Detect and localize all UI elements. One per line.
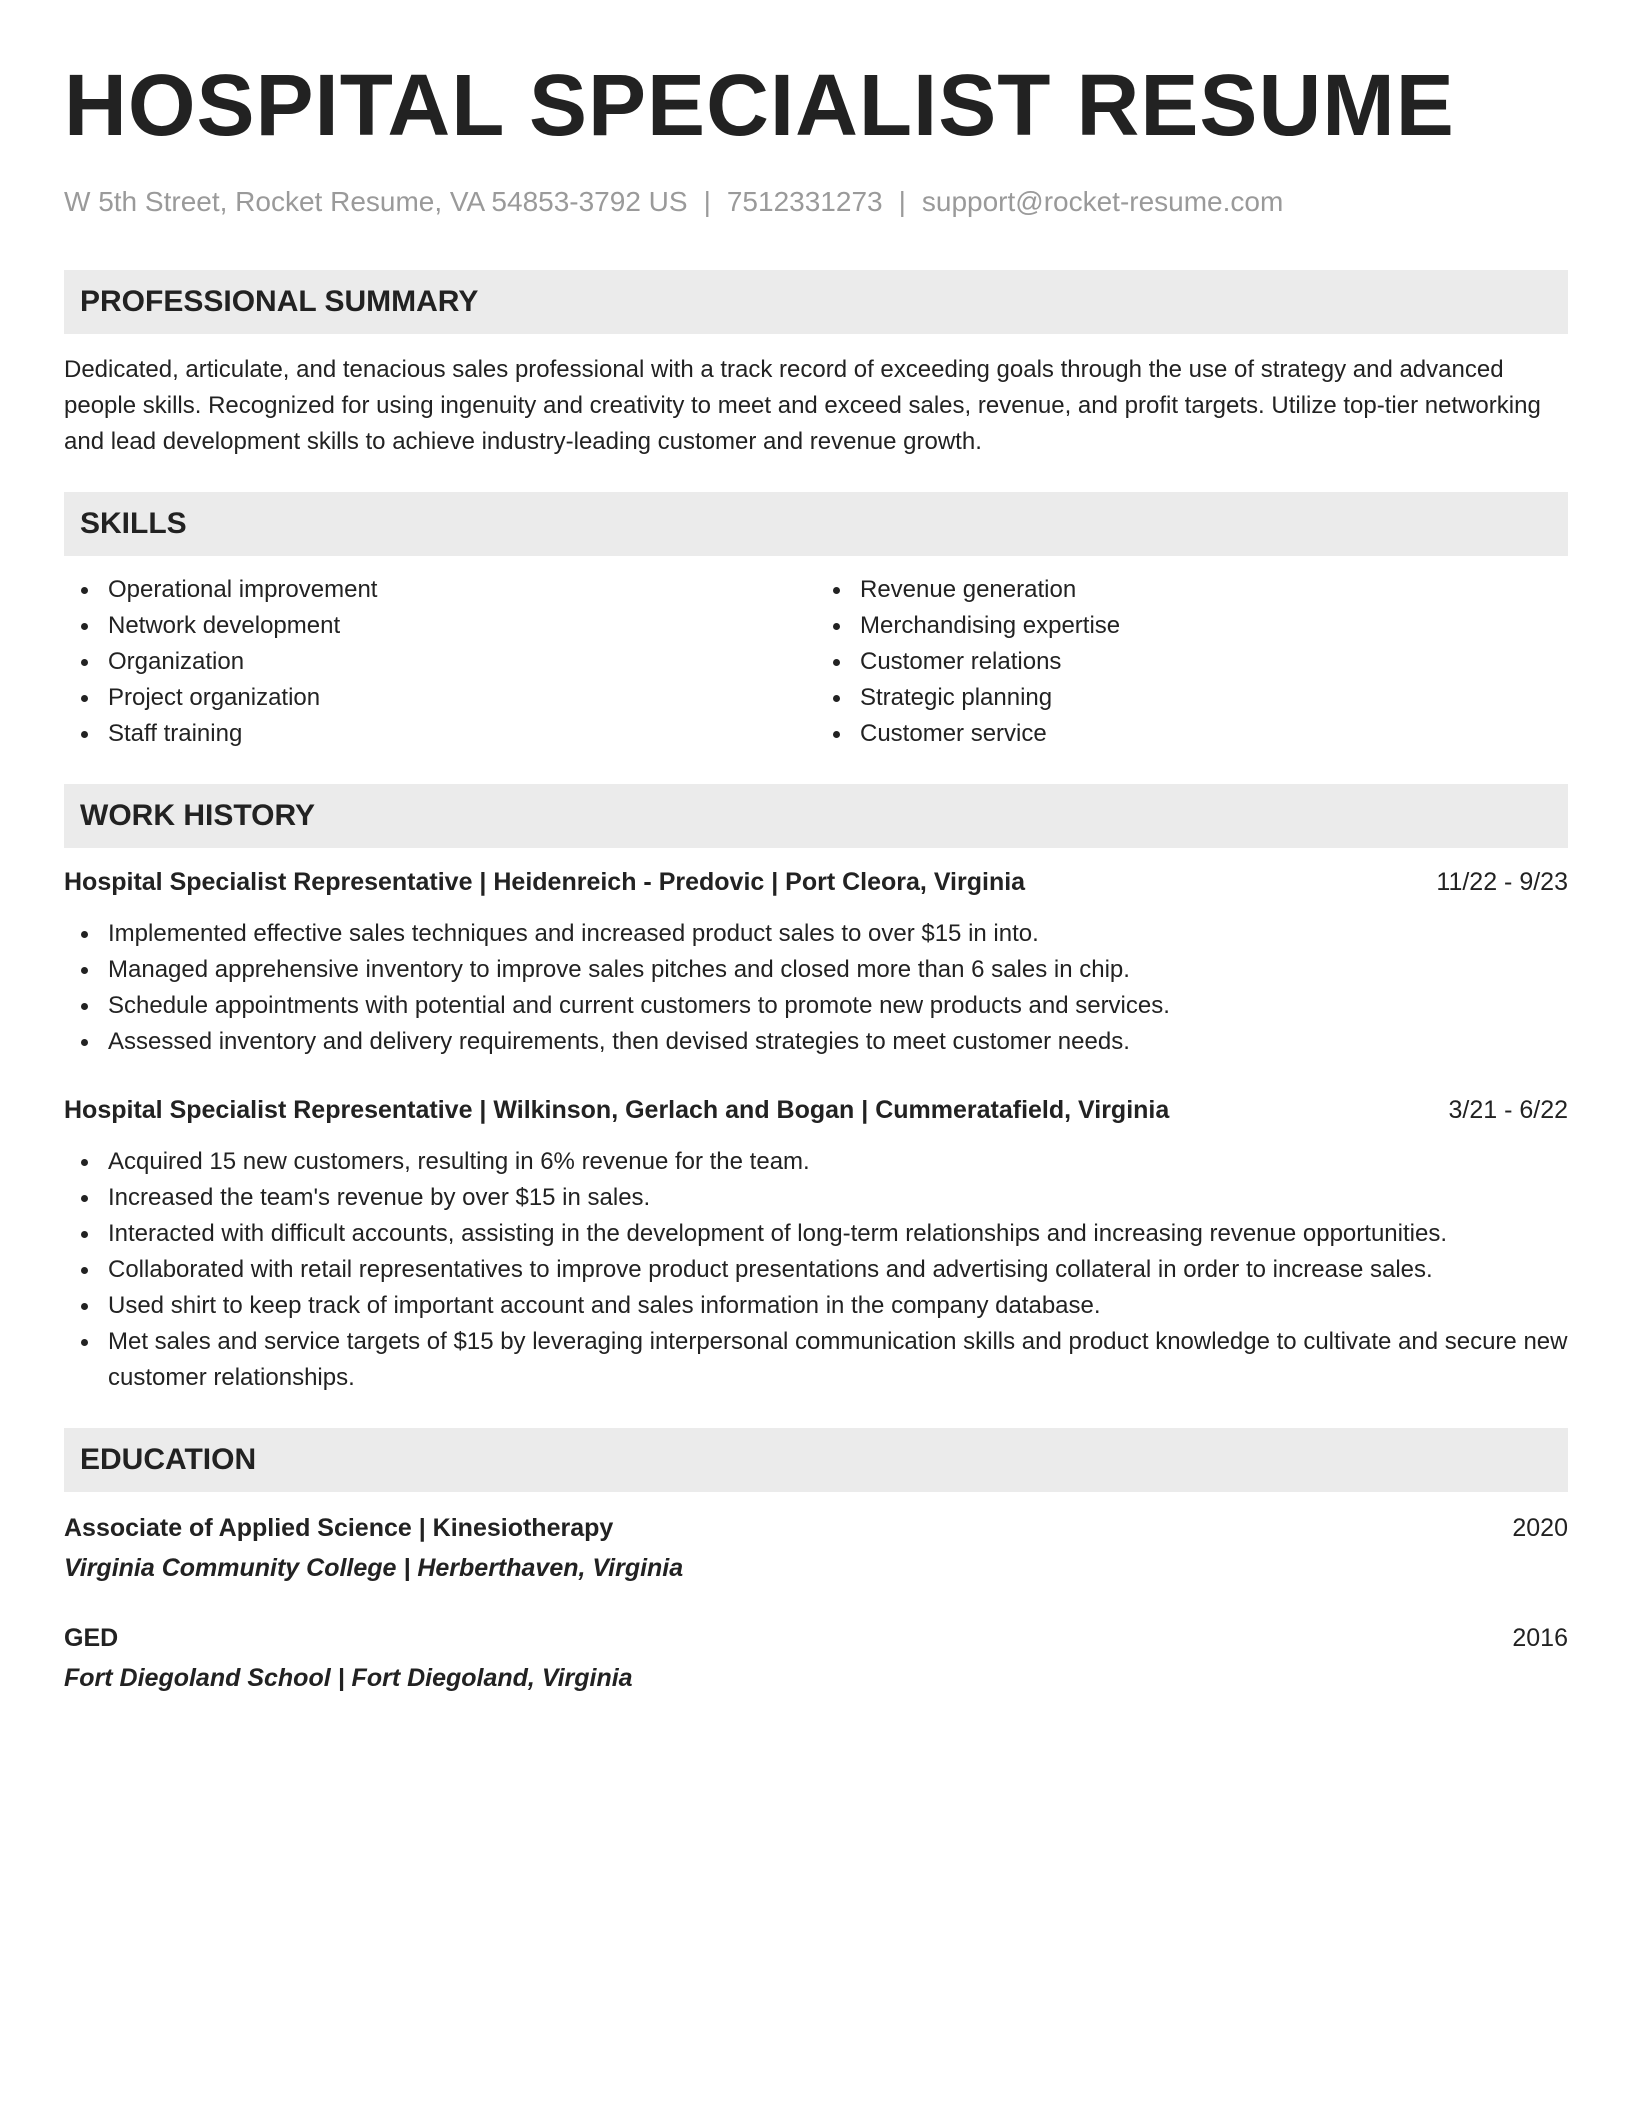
job-bullet: Used shirt to keep track of important account and sales information in the company database. [64,1288,1568,1324]
job-bullet: Acquired 15 new customers, resulting in 6% revenue for the team. [64,1144,1568,1180]
contact-email: support@rocket-resume.com [921,186,1284,217]
job-dates: 3/21 - 6/22 [1448,1096,1568,1124]
job-title: Hospital Specialist Representative | Wilkinson, Gerlach and Bogan | Cummeratafield, Virginia [64,1096,1170,1124]
contact-separator: | [898,186,906,217]
job-bullet: Assessed inventory and delivery requirements, then devised strategies to meet customer needs. [64,1024,1568,1060]
skill-item: Staff training [64,716,816,752]
job-bullet: Met sales and service targets of $15 by leveraging interpersonal communication skills and product knowledge to cultivate and secure new customer relationships. [64,1324,1568,1396]
job-bullet: Collaborated with retail representatives to improve product presentations and advertising collateral in order to increase sales. [64,1252,1568,1288]
contact-separator: | [703,186,711,217]
skill-item: Operational improvement [64,572,816,608]
education-header [64,1620,1568,1656]
contact-address: W 5th Street, Rocket Resume, VA 54853-3792 US [64,186,688,217]
job-bullets [64,1144,1568,1396]
skills-list [64,572,1568,752]
job-title: Hospital Specialist Representative | Heidenreich - Predovic | Port Cleora, Virginia [64,868,1026,896]
skill-item: Merchandising expertise [816,608,1568,644]
resume-name: HOSPITAL SPECIALIST RESUME [64,57,1455,154]
skills-column-right [816,572,1568,752]
job-entry [64,1092,1568,1396]
job-bullets [64,916,1568,1060]
summary-text: Dedicated, articulate, and tenacious sales professional with a track record of exceeding goals through the use of strategy and advanced people skills. Recognized for using ingenuity and creativity to meet and exceed sales, revenue, and profit targets. Utilize top-tier networking and lead development skills to achieve industry-leading customer and revenue growth. [64,356,1541,455]
skill-item: Organization [64,644,816,680]
job-bullet: Implemented effective sales techniques and increased product sales to over $15 in into. [64,916,1568,952]
skill-item: Strategic planning [816,680,1568,716]
education-year: 2016 [1512,1624,1568,1652]
skill-item: Project organization [64,680,816,716]
education-degree: Associate of Applied Science | Kinesiotherapy [64,1514,614,1542]
contact-line [64,184,1568,220]
education-entry [64,1510,1568,1586]
education-year: 2020 [1512,1514,1568,1542]
education-school: Virginia Community College | Herberthaven, Virginia [64,1554,684,1582]
education-entry [64,1620,1568,1696]
section-heading-summary: PROFESSIONAL SUMMARY [64,270,1568,334]
job-entry [64,864,1568,1060]
education-school: Fort Diegoland School | Fort Diegoland, Virginia [64,1664,633,1692]
job-dates: 11/22 - 9/23 [1436,868,1568,896]
job-bullet: Interacted with difficult accounts, assisting in the development of long-term relationships and increasing revenue opportunities. [64,1216,1568,1252]
job-header [64,864,1568,900]
job-bullet: Schedule appointments with potential and current customers to promote new products and services. [64,988,1568,1024]
section-heading-work: WORK HISTORY [64,784,1568,848]
skill-item: Customer relations [816,644,1568,680]
job-bullet: Managed apprehensive inventory to improve sales pitches and closed more than 6 sales in chip. [64,952,1568,988]
skill-item: Network development [64,608,816,644]
education-header [64,1510,1568,1546]
job-header [64,1092,1568,1128]
section-heading-skills: SKILLS [64,492,1568,556]
job-bullet: Increased the team's revenue by over $15 in sales. [64,1180,1568,1216]
skills-column-left [64,572,816,752]
skill-item: Customer service [816,716,1568,752]
education-degree: GED [64,1624,119,1652]
contact-phone: 7512331273 [726,186,883,217]
skill-item: Revenue generation [816,572,1568,608]
section-heading-education: EDUCATION [64,1428,1568,1492]
